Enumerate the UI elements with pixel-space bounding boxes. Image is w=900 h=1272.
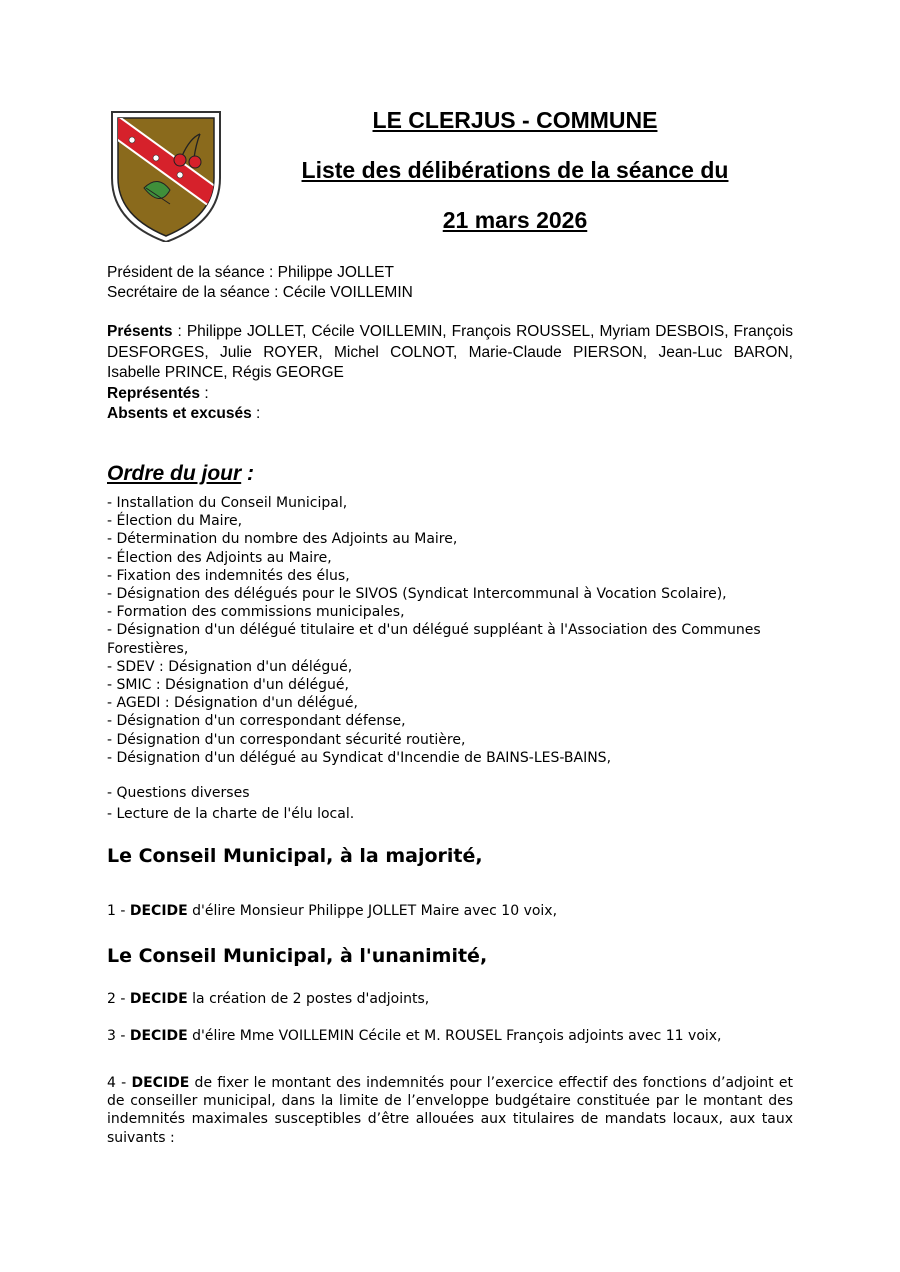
decision-item xyxy=(107,1074,793,1147)
agenda-item: - Désignation d'un correspondant sécurité routière, xyxy=(107,731,466,748)
decision-keyword: DECIDE xyxy=(129,991,188,1007)
agenda-item: - Désignation d'un délégué au Syndicat d'Incendie de BAINS-LES-BAINS, xyxy=(107,749,612,766)
agenda-item: - Questions diverses xyxy=(107,785,250,801)
agenda-heading-label: Ordre du jour xyxy=(107,462,242,485)
decision-keyword: DECIDE xyxy=(129,1028,188,1044)
agenda-item: - Élection du Maire, xyxy=(107,513,243,530)
session-president: Président de la séance : Philippe JOLLET xyxy=(107,264,394,281)
decision-keyword: DECIDE xyxy=(129,903,188,919)
agenda-item: - Désignation d'un correspondant défense, xyxy=(107,713,406,730)
absent-line xyxy=(107,404,793,425)
decision-keyword: DECIDE xyxy=(131,1075,190,1091)
decision-number: 4 - xyxy=(107,1075,132,1091)
represented-line xyxy=(107,384,793,405)
presents-names: : Philippe JOLLET, Cécile VOILLEMIN, François ROUSSEL, Myriam DESBOIS, François DESFORGES, Julie ROYER, Michel COLNOT, Marie-Claude PIERSON, Jean-Luc BARON, Isabelle PRINCE, Régis GEORGE xyxy=(107,323,793,381)
agenda-item: - Fixation des indemnités des élus, xyxy=(107,567,350,584)
session-secretary: Secrétaire de la séance : Cécile VOILLEMIN xyxy=(107,284,413,301)
agenda-item: - SDEV : Désignation d'un délégué, xyxy=(107,658,353,675)
agenda-extra-list xyxy=(107,783,793,825)
attendance-block xyxy=(107,322,793,425)
agenda-list xyxy=(107,494,793,767)
agenda-heading-suffix: : xyxy=(241,462,255,485)
agenda-item: - SMIC : Désignation d'un délégué, xyxy=(107,677,349,694)
agenda-item: - Installation du Conseil Municipal, xyxy=(107,495,348,511)
decision-text: d'élire Monsieur Philippe JOLLET Maire avec 10 voix, xyxy=(187,903,558,919)
presents-label: Présents xyxy=(107,323,173,340)
agenda-item: - Désignation des délégués pour le SIVOS (Syndicat Intercommunal à Vocation Scolaire), xyxy=(107,586,727,603)
document-subtitle: Liste des délibérations de la séance du xyxy=(301,157,729,183)
agenda-item: - Formation des commissions municipales, xyxy=(107,604,405,621)
decision-text: d'élire Mme VOILLEMIN Cécile et M. ROUSEL François adjoints avec 11 voix, xyxy=(187,1028,722,1044)
presents-line xyxy=(107,322,793,384)
decision-text: de fixer le montant des indemnités pour l’exercice effectif des fonctions d’adjoint et de conseiller municipal, dans la limite de l’enveloppe budgétaire constituée par le montant des indemnités maximales susceptibles d’être allouées aux titulaires de mandats locaux, aux taux suivants : xyxy=(107,1075,793,1146)
represented-label: Représentés xyxy=(107,384,201,402)
coat-of-arms-icon xyxy=(104,108,228,242)
section-heading-majority: Le Conseil Municipal, à la majorité, xyxy=(107,845,483,867)
session-date: 21 mars 2026 xyxy=(442,207,588,233)
absent-label: Absents et excusés xyxy=(107,405,252,422)
decision-number: 3 - xyxy=(107,1028,130,1044)
agenda-item: - Désignation d'un délégué titulaire et d'un délégué suppléant à l'Association des Communes Forestières, xyxy=(107,622,761,657)
agenda-item: - Détermination du nombre des Adjoints au Maire, xyxy=(107,531,458,548)
section-heading-unanimity: Le Conseil Municipal, à l'unanimité, xyxy=(107,945,488,967)
represented-names: : xyxy=(200,384,209,402)
decision-number: 1 - xyxy=(107,903,130,919)
decision-number: 2 - xyxy=(107,991,130,1007)
agenda-item: - AGEDI : Désignation d'un délégué, xyxy=(107,695,358,712)
decision-text: la création de 2 postes d'adjoints, xyxy=(187,991,430,1007)
agenda-heading xyxy=(107,462,254,486)
decision-item xyxy=(107,902,793,920)
absent-names: : xyxy=(251,405,261,422)
agenda-item: - Élection des Adjoints au Maire, xyxy=(107,549,332,566)
decision-item xyxy=(107,990,793,1008)
decision-item xyxy=(107,1027,793,1045)
agenda-item: - Lecture de la charte de l'élu local. xyxy=(107,806,355,822)
document-title: LE CLERJUS - COMMUNE xyxy=(372,107,658,133)
